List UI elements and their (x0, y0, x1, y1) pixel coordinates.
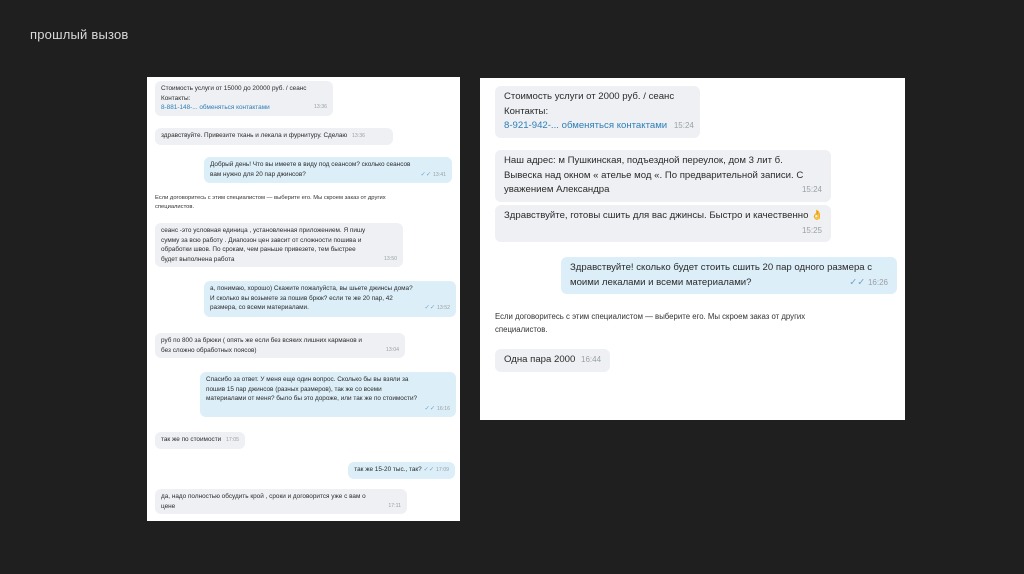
message-text: так же по стоимости (161, 436, 222, 443)
read-receipt-icon: ✓✓ (424, 404, 436, 412)
note-text: Если договоритесь с этим специалистом — выберите его. Мы скроем заказ от других (155, 195, 386, 201)
message-text: Наш адрес: м Пушкинская, подъездной переулок, дом 3 лит б. (504, 155, 783, 166)
message-time: 13:50 (384, 255, 397, 262)
system-note (155, 194, 455, 212)
offer-price: Стоимость услуги от 2000 руб. / сеанс (504, 91, 675, 102)
read-receipt-icon: ✓✓ (424, 304, 436, 311)
note-text: специалистов. (495, 325, 548, 334)
right-chat-screenshot (480, 78, 905, 420)
offer-card (495, 86, 700, 138)
message-time: 17:11 (388, 502, 401, 509)
outgoing-message (204, 157, 452, 183)
message-text: моими лекалами и всеми материалами? (570, 276, 752, 288)
incoming-message (495, 150, 831, 202)
message-text: цене (161, 502, 176, 510)
message-time: 16:44 (581, 355, 602, 364)
message-time: 15:24 (673, 121, 694, 130)
message-text: да, надо полностью обсудить крой , сроки и договорится уже с вам о (161, 493, 366, 500)
read-receipt-icon: ✓✓ (420, 170, 432, 178)
contacts-label: Контакты: (504, 105, 549, 117)
contact-phone[interactable]: 8-881-148-... (161, 104, 198, 111)
message-text: размера, со всеми материалами. (210, 304, 309, 311)
message-time: 13:04 (386, 346, 399, 353)
message-text: Одна пара 2000 (504, 354, 576, 365)
message-text: материалами от меня? было бы это дороже, или так же по стоимости? (206, 395, 418, 402)
read-receipt-icon: ✓✓ (849, 276, 866, 288)
contacts-label: Контакты: (161, 94, 191, 102)
exchange-contacts-link[interactable]: обменяться контактами (561, 120, 668, 131)
message-text: без сложно обработных поясов) (161, 346, 257, 354)
message-time: 13:36 (314, 104, 327, 110)
message-time: 15:24 (801, 185, 822, 194)
incoming-message (495, 349, 610, 372)
message-time: 15:25 (801, 225, 822, 235)
note-text: Если договоритесь с этим специалистом — выберите его. Мы скроем заказ от других (495, 312, 806, 321)
message-text: Здравствуйте, готовы сшить для вас джинсы. Быстро и качественно (504, 210, 809, 221)
message-text: так же 15-20 тыс., так? (354, 466, 422, 473)
incoming-message (495, 205, 831, 242)
message-text: Здравствуйте! сколько будет стоить сшить 20 пар одного размера с (570, 262, 873, 273)
message-text: руб по 800 за брюки ( опять же если без всяких лишних карманов и (161, 337, 362, 344)
offer-card (155, 81, 333, 116)
message-text: обработки швов. По срокам, чем раньше привезете, тем быстрее (161, 246, 356, 253)
message-time: 13:52 (437, 305, 450, 311)
outgoing-message (204, 281, 456, 317)
message-text: пошив 15 пар джинсов (разных размеров), так же со всеми (206, 385, 382, 393)
exchange-contacts-link[interactable]: обменяться контактами (199, 104, 270, 111)
contact-phone[interactable]: 8-921-942-... (504, 120, 559, 131)
message-time: 13:41 (433, 171, 446, 178)
message-text: Спасибо за ответ. У меня еще один вопрос. Сколько бы вы взяли за (206, 376, 409, 383)
incoming-message (155, 432, 245, 449)
read-receipt-icon: ✓✓ (423, 466, 435, 473)
message-text: вам нужно для 20 пар джинсов? (210, 170, 306, 178)
message-time: 17:09 (436, 467, 449, 473)
message-text: сеанс -это условная единица , установленная приложением. Я пишу (161, 227, 366, 234)
message-text: Вывеска над окном « ателье мод «. По предварительной записи. С (504, 169, 804, 181)
incoming-message (155, 128, 393, 145)
message-text: будет выполнена работа (161, 255, 235, 263)
message-text: Добрый день! Что вы имеете в виду под сеансом? сколько сеансов (210, 161, 411, 168)
offer-price: Стоимость услуги от 15000 до 20000 руб. / сеанс (161, 85, 307, 92)
left-chat-screenshot (147, 77, 460, 521)
slide-title: прошлый вызов (30, 27, 129, 42)
message-text: И сколько вы возьмете за пошив брюк? если те же 20 пар, 42 (210, 294, 393, 302)
incoming-message (155, 333, 405, 358)
ok-hand-emoji-icon: 👌 (811, 210, 824, 221)
message-time: 13:36 (351, 133, 365, 139)
system-note (495, 310, 895, 336)
message-text: здравствуйте. Привезите ткань и лекала и фурнитуру. Сделаю (161, 132, 348, 139)
message-text: а, понимаю, хорошо) Скажите пожалуйста, вы шьете джинсы дома? (210, 285, 413, 292)
incoming-message (155, 223, 403, 267)
message-time: 16:26 (867, 277, 888, 287)
message-text: сумму за всю работу . Диапозон цен завсит от сложности пошива и (161, 236, 362, 244)
outgoing-message (561, 257, 897, 294)
outgoing-message (348, 462, 455, 479)
outgoing-message (200, 372, 456, 417)
message-time: 17:05 (225, 437, 239, 443)
incoming-message (155, 489, 407, 514)
message-text: уважением Александра (504, 184, 610, 195)
note-text: специалистов. (155, 204, 195, 210)
message-time: 16:16 (437, 405, 450, 412)
